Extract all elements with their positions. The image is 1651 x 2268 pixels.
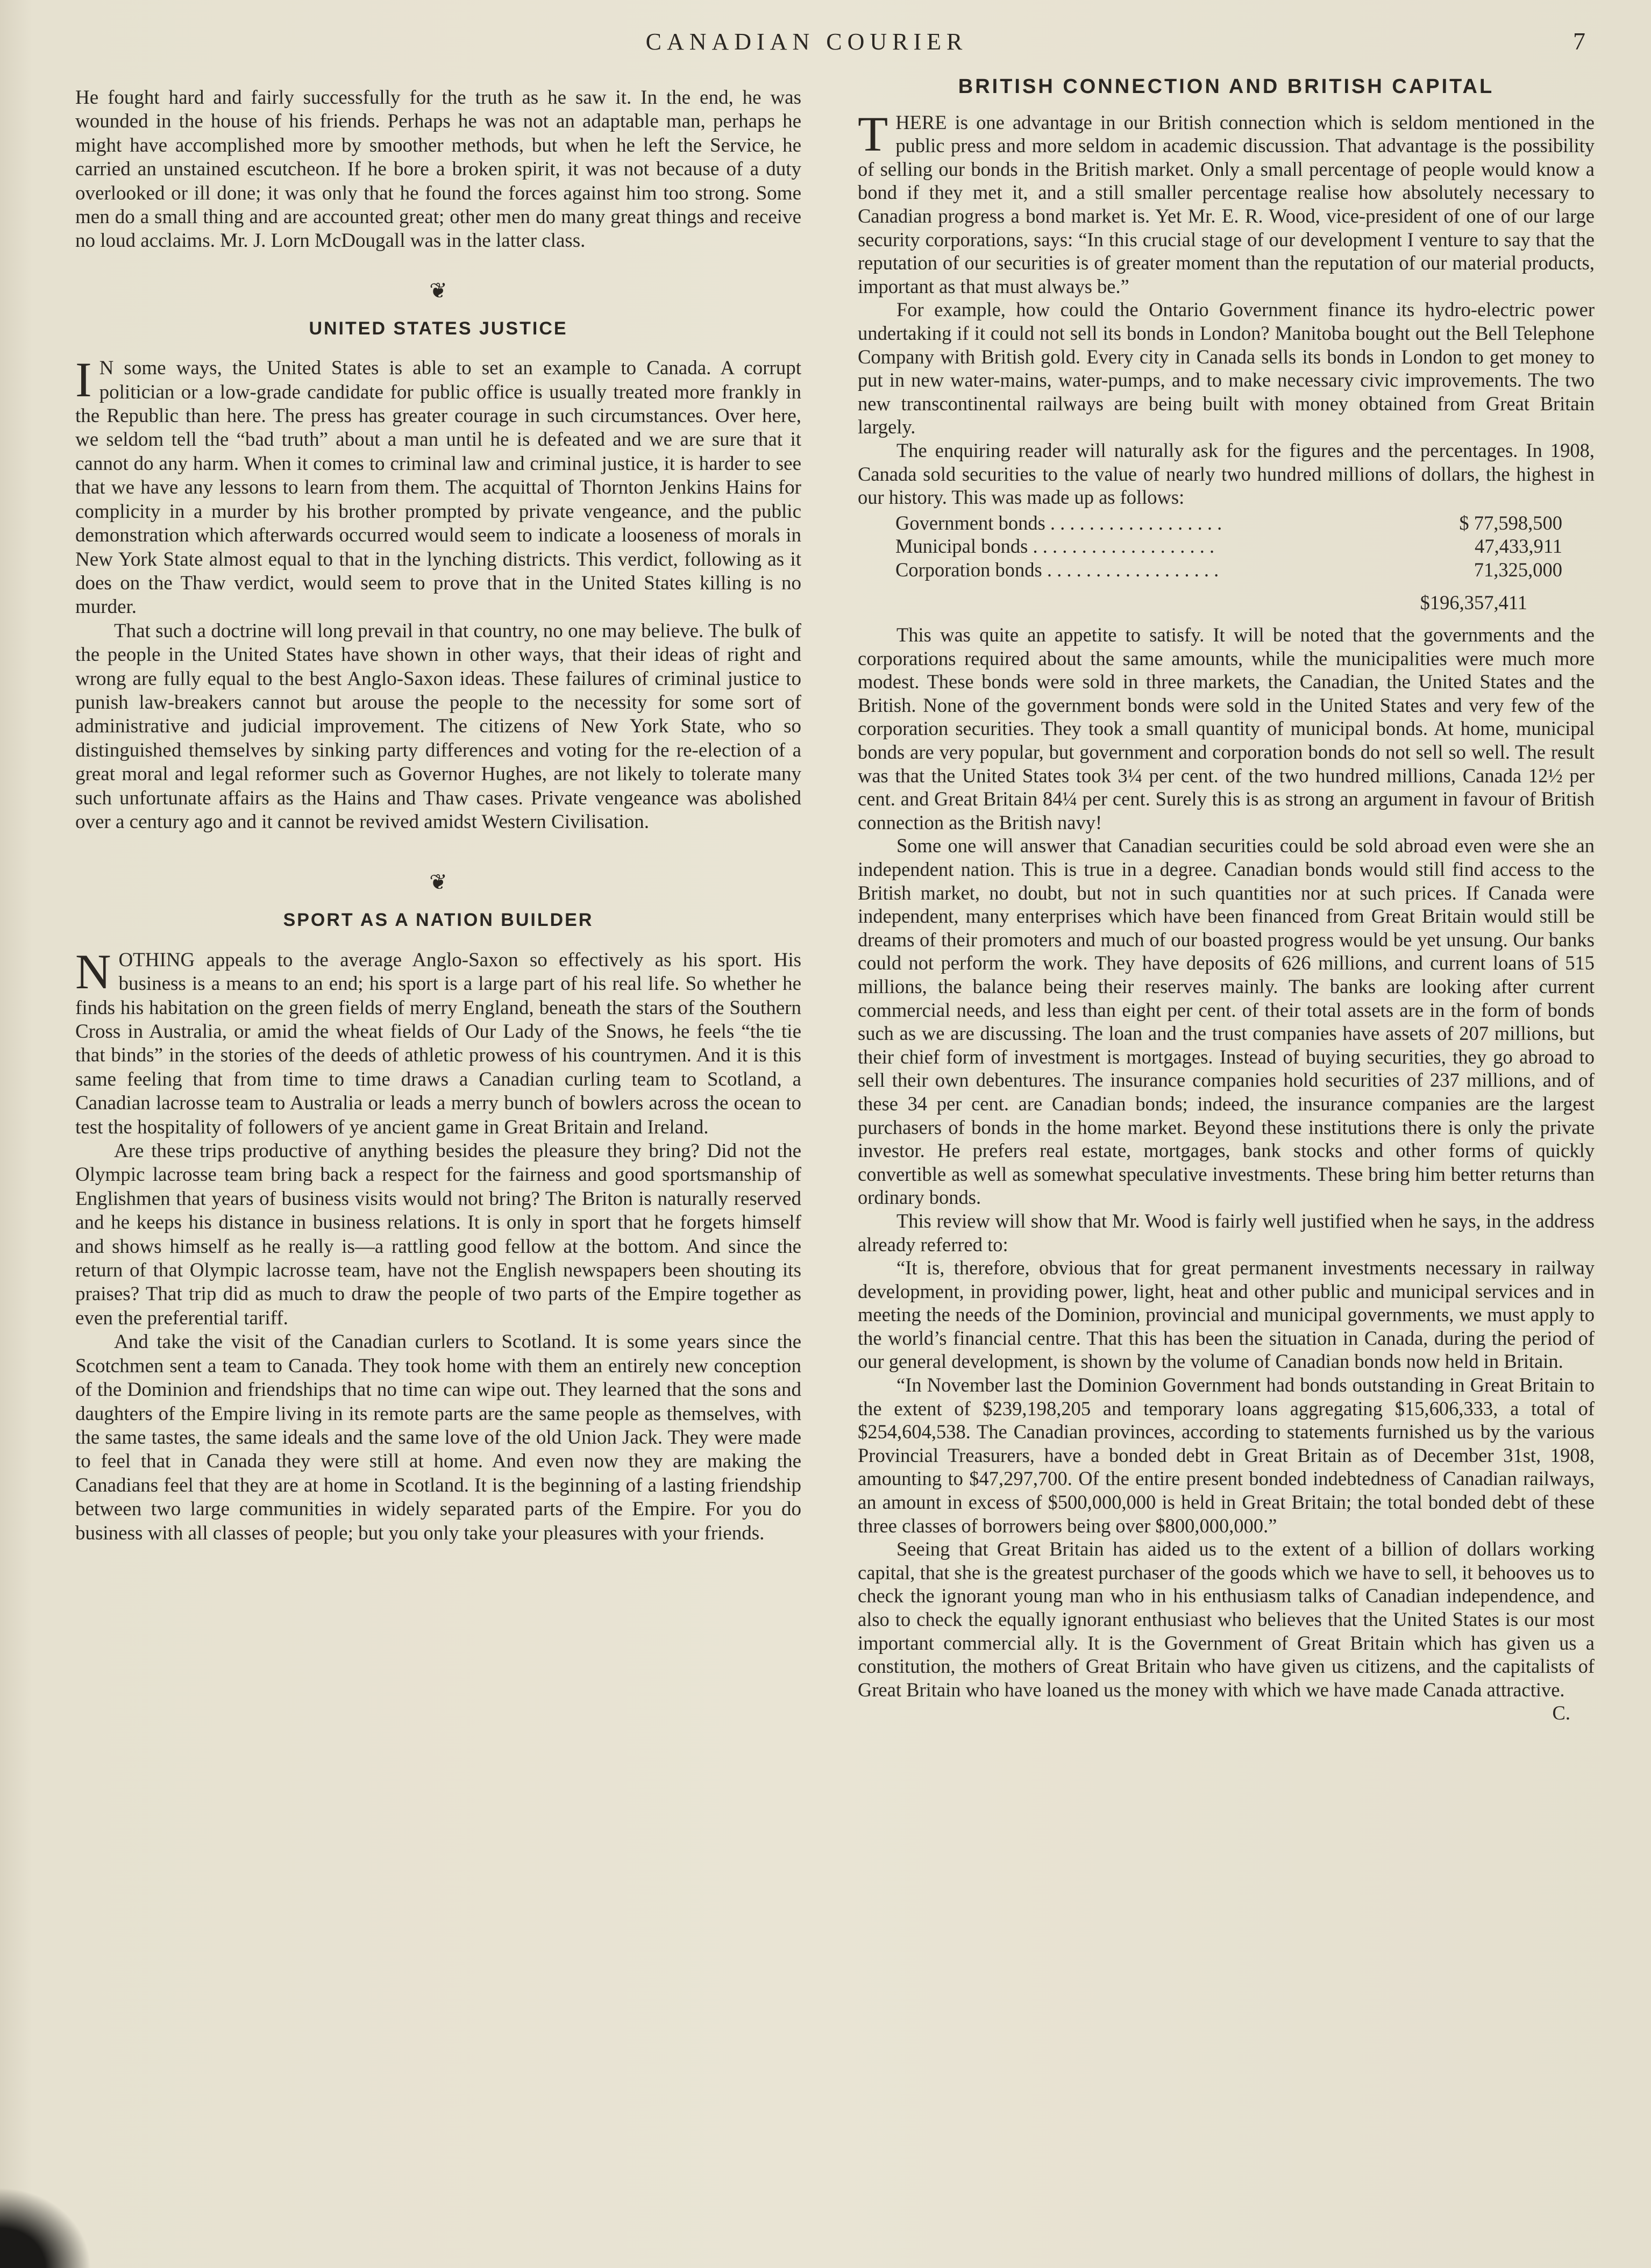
article-paragraph: Some one will answer that Canadian securities could be sold abroad even were she an independent nation. This is true in a degree. Canadian bonds would still find access to the British market, no doubt, but not in such quantities nor at such prices. If Canada were independent, many enterprises which have been financed from Great Britain would still be dreams of their promoters and much of our boasted progress would be yet unsung. Our banks could not perform the work. They have deposits of 626 millions, and current loans of 515 millions, the balance being their reserves mainly. The banks are looking after current commercial needs, and less than eight per cent. of their total assets are in the form of bonds such as we are discussing. The loan and the trust companies have assets of 207 millions, but their chief form of investment is mortgages. Instead of buying securities, they go abroad to sell their own debentures. The insurance companies hold securities of 237 millions, and of these 34 per cent. are Canadian bonds; indeed, the insurance companies are the largest purchasers of bonds in the home market. Beyond these institutions there is only the private investor. He prefers real estate, mortgages, bank stocks and other forms of quickly convertible as well as somewhat speculative investments. These bring him better returns than ordinary bonds. xyxy=(858,835,1595,1209)
bond-label: Corporation bonds . . . . . . . . . . . . . . . . . . xyxy=(895,558,1219,581)
paragraph-text: OTHING appeals to the average Anglo-Saxon so effectively as his sport. His business is a means to an end; his sport is a large part of his real life. So whether he finds his habitation on the green fields of merry England, beneath the stars of the Southern Cross in Australia, or amid the wheat fields of Our Lady of the Snows, he feels “the tie that binds” in the stories of the deeds of athletic prowess of his countrymen. And it is this same feeling that from time to time draws a Canadian curling team to Scotland, a Canadian lacrosse team to Australia or leads a merry bunch of bowlers across the ocean to test the hospitality of followers of ye ancient game in Great Britain and Ireland. xyxy=(75,948,801,1138)
bond-label: Government bonds . . . . . . . . . . . . . . . . . . xyxy=(895,511,1222,534)
drop-cap: I xyxy=(75,352,92,408)
article-paragraph: And take the visit of the Canadian curlers to Scotland. It is some years since the Scotchmen sent a team to Canada. They took home with them an entirely new conception of the Dominion and friendships that no time can wipe out. They learned that the sons and daughters of the Empire living in its remote parts are the same people as themselves, with the same tastes, the same ideals and the same love of the old Union Jack. They were made to feel that in Canada they were still at home. And even now they are making the Canadians feel that they are at home in Scotland. It is the beginning of a lasting friendship between two large communities in widely separated parts of the Empire. For you do business with all classes of people; but you only take your pleasures with your friends. xyxy=(75,1331,801,1544)
article-paragraph: That such a doctrine will long prevail in that country, no one may believe. The bulk of the people in the United States have shown in other ways, that their ideas of right and wrong are fully equal to the best Anglo-Saxon ideas. These failures of criminal justice to punish law-breakers cannot but arouse the people to the necessity for some sort of administrative and judicial improvement. The citizens of New York State, who so distinguished themselves by sinking party differences and voting for the re-election of a great moral and legal reformer such as Governor Hughes, are not likely to tolerate many such unfortunate affairs as the Hains and Thaw cases. Private vengeance was abolished over a century ago and it cannot be revived amidst Western Civilisation. xyxy=(75,619,801,833)
intro-paragraph: He fought hard and fairly successfully for the truth as he saw it. In the end, he was wounded in the house of his friends. Perhaps he was not an adaptable man, perhaps he might have accomplished more by smoother methods, but when he left the Service, he carried an unstained escutcheon. If he bore a broken spirit, it was not because of a duty overlooked or ill done; it was only that he found the forces against him too strong. Some men do a small thing and are accounted great; other men do many great things and receive no loud acclaims. Mr. J. Lorn McDougall was in the latter class. xyxy=(75,87,801,252)
page-corner-shadow xyxy=(0,2187,91,2268)
drop-cap: N xyxy=(75,944,111,999)
quoted-paragraph: “In November last the Dominion Government had bonds outstanding in Great Britain to the extent of $239,198,205 and temporary loans aggregating $15,606,333, a total of $254,604,538. The Canadian provinces, according to statements furnished us by the various Provincial Treasurers, have a bonded debt in Great Britain as of December 31st, 1908, amounting to $47,297,700. Of the entire present bonded indebtedness of Canadian railways, an amount in excess of $500,000,000 is held in Great Britain; the total bonded debt of these three classes of borrowers being over $800,000,000.” xyxy=(858,1374,1595,1537)
paragraph-text: HERE is one advantage in our British connection which is seldom mentioned in the public press and more seldom in academic discussion. That advantage is the possibility of selling our bonds in the British market. Only a small percentage of people would know a bond if they met it, and a still smaller percentage realise how absolutely necessary to Canadian progress a bond market is. Yet Mr. E. R. Wood, vice-president of one of our large security corporations, says: “In this crucial stage of our development I venture to say that the reputation of our securities is of greater moment than the reputation of our material products, important as that must always be.” xyxy=(858,111,1595,297)
article-paragraph: Are these trips productive of anything besides the pleasure they bring? Did not the Olympic lacrosse team bring back a respect for the fairness and good sportsmanship of Englishmen that years of business visits would not bring? The Briton is naturally reserved and he keeps his distance in business relations. It is only in sport that he forgets himself and shows himself as he really is—a rattling good fellow at the bottom. And since the return of that Olympic lacrosse team, have not the English newspapers been shouting its praises? That trip did as much to draw the people of two parts of the Empire together as even the preferential tariff. xyxy=(75,1140,801,1329)
article-paragraph xyxy=(75,944,801,1139)
drop-cap: T xyxy=(858,106,888,161)
masthead: CANADIAN COURIER xyxy=(645,28,968,55)
article-paragraph xyxy=(858,106,1595,298)
bond-amount: 47,433,911 xyxy=(1475,535,1562,558)
section-heading-sport: SPORT AS A NATION BUILDER xyxy=(283,910,594,931)
article-paragraph xyxy=(75,352,801,619)
table-row xyxy=(895,511,1562,535)
article-paragraph: Seeing that Great Britain has aided us to the extent of a billion of dollars working capital, that she is the greatest purchaser of the goods which we have to sell, it behooves us to check the ignorant young man who in his enthusiasm talks of Canadian independence, and also to check the equally ignorant enthusiast who believes that the United States is our most important commercial ally. It is the Government of Great Britain which has given us a constitution, the mothers of Great Britain who have given us citizens, and the capitalists of Great Britain who have loaned us the money with which we have made Canada attractive. xyxy=(858,1538,1595,1701)
fleuron-ornament-icon: ❦ xyxy=(429,870,447,895)
table-row xyxy=(895,534,1562,558)
article-paragraph: This was quite an appetite to satisfy. It will be noted that the governments and the corporations required about the same amounts, while the municipalities were much more modest. These bonds were sold in three markets, the Canadian, the United States and the British. None of the government bonds were sold in the United States and very few of the corporation securities. They took a small quantity of municipal bonds. At home, municipal bonds are very popular, but government and corporation bonds do not sell so well. The result was that the United States took 3¼ per cent. of the two hundred millions, Canada 12½ per cent. and Great Britain 84¼ per cent. Surely this is as strong an argument in favour of British connection as the British navy! xyxy=(858,624,1595,833)
quoted-paragraph: “It is, therefore, obvious that for great permanent investments necessary in railway development, in providing power, light, heat and other public and municipal services and in meeting the needs of the Dominion, provincial and municipal governments, we must apply to the world’s financial centre. That this has been the situation in Canada, during the period of our general development, is shown by the volume of Canadian bonds now held in Britain. xyxy=(858,1257,1595,1373)
bond-label: Municipal bonds . . . . . . . . . . . . . . . . . . . xyxy=(895,535,1215,558)
left-column xyxy=(75,86,801,1545)
section-heading-us-justice: UNITED STATES JUSTICE xyxy=(309,318,568,339)
right-column xyxy=(858,75,1595,1725)
table-row xyxy=(895,558,1562,582)
page-number: 7 xyxy=(1573,27,1585,55)
fleuron-ornament-icon: ❦ xyxy=(429,278,447,303)
article-paragraph: For example, how could the Ontario Government finance its hydro-electric power undertaking if it could not sell its bonds in London? Manitoba bought out the Bell Telephone Company with British gold. Every city in Canada sells its bonds in London to get money to put in new water-mains, water-pumps, and to make necessary civic improvements. The two new transcontinental railways are being built with money obtained from Great Britain largely. xyxy=(858,298,1595,438)
bond-amount: 71,325,000 xyxy=(1474,558,1562,581)
author-signature: C. xyxy=(1552,1702,1570,1724)
bonds-total: $196,357,411 xyxy=(1420,591,1527,614)
article-headline: BRITISH CONNECTION AND BRITISH CAPITAL xyxy=(958,75,1495,98)
bonds-table xyxy=(895,511,1562,582)
paragraph-text: N some ways, the United States is able to set an example to Canada. A corrupt politician or a low-grade candidate for public office is usually treated more frankly in the Republic than here. The press has greater courage in such circumstances. Over here, we seldom tell the “bad truth” about a man until he is defeated and we are sure that it cannot do any harm. When it comes to criminal law and criminal justice, it is harder to see that we have any lessons to learn from them. The acquittal of Thornton Jenkins Hains for complicity in a murder by his brother prompted by private vengeance, and the public demonstration which afterwards occurred would seem to indicate a looseness of morals in New York State almost equal to that in the lynching districts. This verdict, following as it does on the Thaw verdict, would seem to prove that in the United States killing is no murder. xyxy=(75,357,801,618)
bond-amount: $ 77,598,500 xyxy=(1459,511,1562,534)
article-paragraph: The enquiring reader will naturally ask for the figures and the percentages. In 1908, Canada sold securities to the value of nearly two hundred millions of dollars, the highest in our history. This was made up as follows: xyxy=(858,439,1595,509)
article-paragraph: This review will show that Mr. Wood is fairly well justified when he says, in the address already referred to: xyxy=(858,1209,1595,1256)
